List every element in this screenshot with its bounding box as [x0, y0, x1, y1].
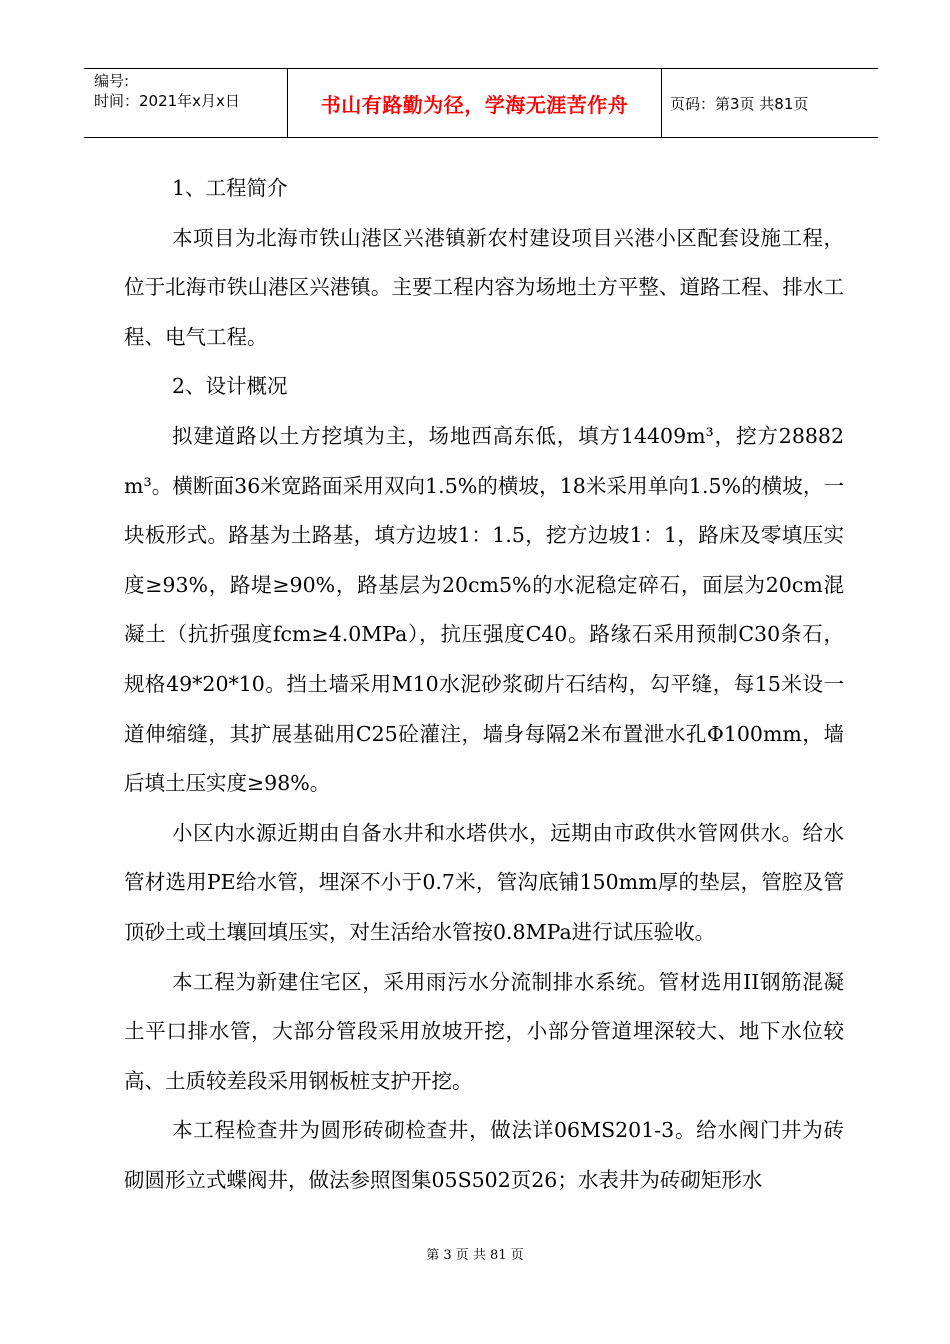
paragraph-water-supply: 小区内水源近期由自备水井和水塔供水，远期由市政供水管网供水。给水管材选用PE给水管，埋深不小于0.7米，管沟底铺150mm厚的垫层，管腔及管顶砂土或土壤回填压实，对生活给水管按0.8MPa进行试压验收。: [124, 820, 844, 944]
document-time-label: 时间：2021年x月x日: [94, 92, 240, 110]
header-meta: [84, 69, 288, 137]
document-body: [124, 164, 844, 1205]
section-heading-project-intro: 1、工程简介: [172, 176, 288, 200]
header-motto: 书山有路勤为径，学海无涯苦作舟: [288, 69, 662, 137]
page-header: [84, 68, 878, 138]
paragraph-project-intro: 本项目为北海市铁山港区兴港镇新农村建设项目兴港小区配套设施工程，位于北海市铁山港区兴港镇。主要工程内容为场地土方平整、道路工程、排水工程、电气工程。: [124, 225, 844, 349]
paragraph-drainage: 本工程为新建住宅区，采用雨污水分流制排水系统。管材选用II钢筋混凝土平口排水管，大部分管段采用放坡开挖，小部分管道埋深较大、地下水位较高、土质较差段采用钢板桩支护开挖。: [124, 969, 844, 1093]
paragraph-road-design: 拟建道路以土方挖填为主，场地西高东低，填方14409m³，挖方28882 m³。横断面36米宽路面采用双向1.5%的横坡，18米采用单向1.5%的横坡，一块板形式。路基为土路基，填方边坡1：1.5，挖方边坡1：1，路床及零填压实度≥93%，路堤≥90%，路基层为20cm5%的水泥稳定碎石，面层为20cm混凝土（抗折强度fcm≥4.0MPa），抗压强度C40。路缘石采用预制C30条石，规格49*20*10。挡土墙采用M10水泥砂浆砌片石结构，勾平缝，每15米设一道伸缩缝，其扩展基础用C25砼灌注，墙身每隔2米布置泄水孔Φ100mm，墙后填土压实度≥98%。: [124, 423, 844, 796]
header-page-label: 页码：第3页 共81页: [670, 94, 809, 113]
section-heading-design-overview: 2、设计概况: [172, 374, 288, 399]
paragraph-inspection-wells: 本工程检查井为圆形砖砌检查井，做法详06MS201-3。给水阀门井为砖砌圆形立式蝶阀井，做法参照图集05S502页26；水表井为砖砌矩形水: [124, 1118, 844, 1192]
page-footer: 第 3 页 共 81 页: [426, 1248, 524, 1263]
document-number-label: 编号:: [94, 72, 130, 90]
